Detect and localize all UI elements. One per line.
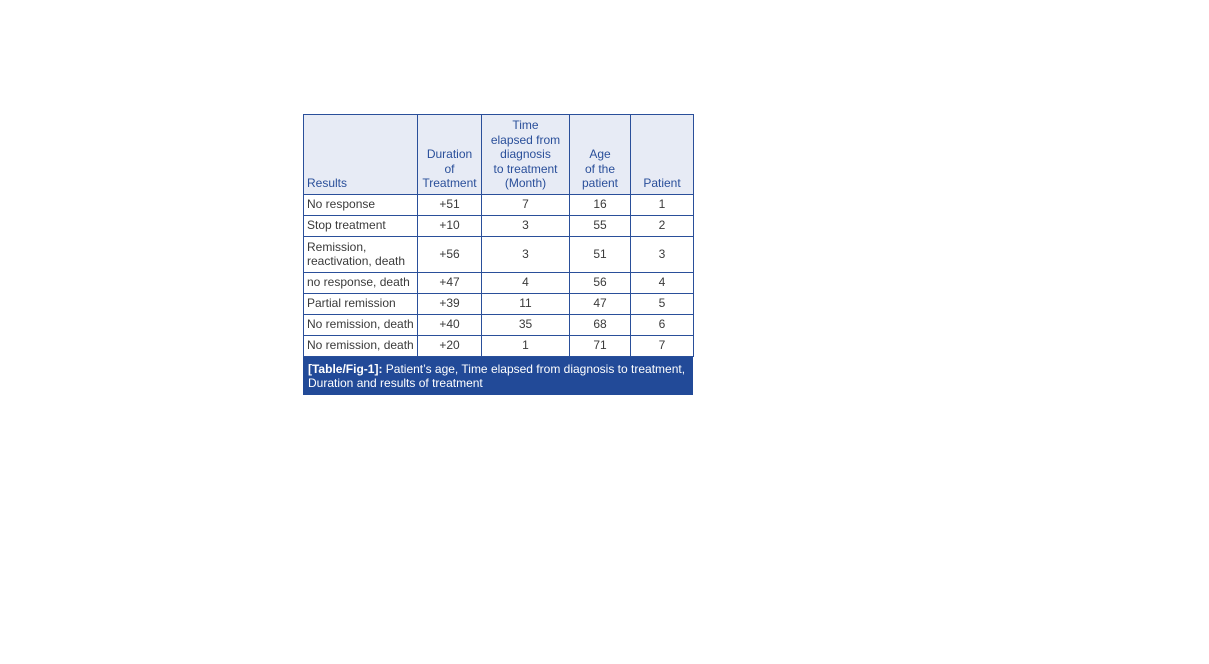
table-body	[304, 194, 694, 356]
results-table	[303, 114, 694, 357]
cell-duration: +40	[418, 314, 482, 335]
cell-age: 16	[570, 194, 631, 215]
cell-time-elapsed: 1	[482, 335, 570, 356]
cell-duration: +47	[418, 272, 482, 293]
cell-time-elapsed: 7	[482, 194, 570, 215]
table-row	[304, 215, 694, 236]
cell-duration: +51	[418, 194, 482, 215]
cell-age: 55	[570, 215, 631, 236]
cell-duration: +10	[418, 215, 482, 236]
cell-time-elapsed: 4	[482, 272, 570, 293]
table-caption	[303, 357, 693, 395]
table-row	[304, 293, 694, 314]
cell-results: no response, death	[304, 272, 418, 293]
cell-age: 56	[570, 272, 631, 293]
cell-duration: +39	[418, 293, 482, 314]
cell-results: Stop treatment	[304, 215, 418, 236]
cell-duration: +20	[418, 335, 482, 356]
cell-age: 51	[570, 236, 631, 272]
cell-age: 71	[570, 335, 631, 356]
header-time-elapsed: Time elapsed from diagnosis to treatment (Month)	[482, 115, 570, 195]
table-row	[304, 335, 694, 356]
cell-results: Partial remission	[304, 293, 418, 314]
table-row	[304, 272, 694, 293]
cell-duration: +56	[418, 236, 482, 272]
cell-patient: 2	[631, 215, 694, 236]
cell-patient: 4	[631, 272, 694, 293]
caption-text: Patient’s age, Time elapsed from diagnosis to treatment, Duration and results of treatment	[308, 361, 686, 390]
header-row	[304, 115, 694, 195]
header-age: Age of the patient	[570, 115, 631, 195]
table-header	[304, 115, 694, 195]
header-duration: Duration of Treatment	[418, 115, 482, 195]
cell-patient: 7	[631, 335, 694, 356]
header-results: Results	[304, 115, 418, 195]
cell-time-elapsed: 35	[482, 314, 570, 335]
cell-results: No remission, death	[304, 335, 418, 356]
cell-time-elapsed: 3	[482, 215, 570, 236]
cell-time-elapsed: 3	[482, 236, 570, 272]
cell-results: No response	[304, 194, 418, 215]
table-row	[304, 314, 694, 335]
cell-age: 68	[570, 314, 631, 335]
cell-results: Remission, reactivation, death	[304, 236, 418, 272]
cell-patient: 1	[631, 194, 694, 215]
cell-time-elapsed: 11	[482, 293, 570, 314]
cell-patient: 6	[631, 314, 694, 335]
cell-age: 47	[570, 293, 631, 314]
table-row	[304, 194, 694, 215]
table-row	[304, 236, 694, 272]
table-figure	[303, 114, 693, 395]
cell-patient: 5	[631, 293, 694, 314]
cell-patient: 3	[631, 236, 694, 272]
header-patient: Patient	[631, 115, 694, 195]
cell-results: No remission, death	[304, 314, 418, 335]
caption-label: [Table/Fig-1]:	[308, 361, 383, 376]
